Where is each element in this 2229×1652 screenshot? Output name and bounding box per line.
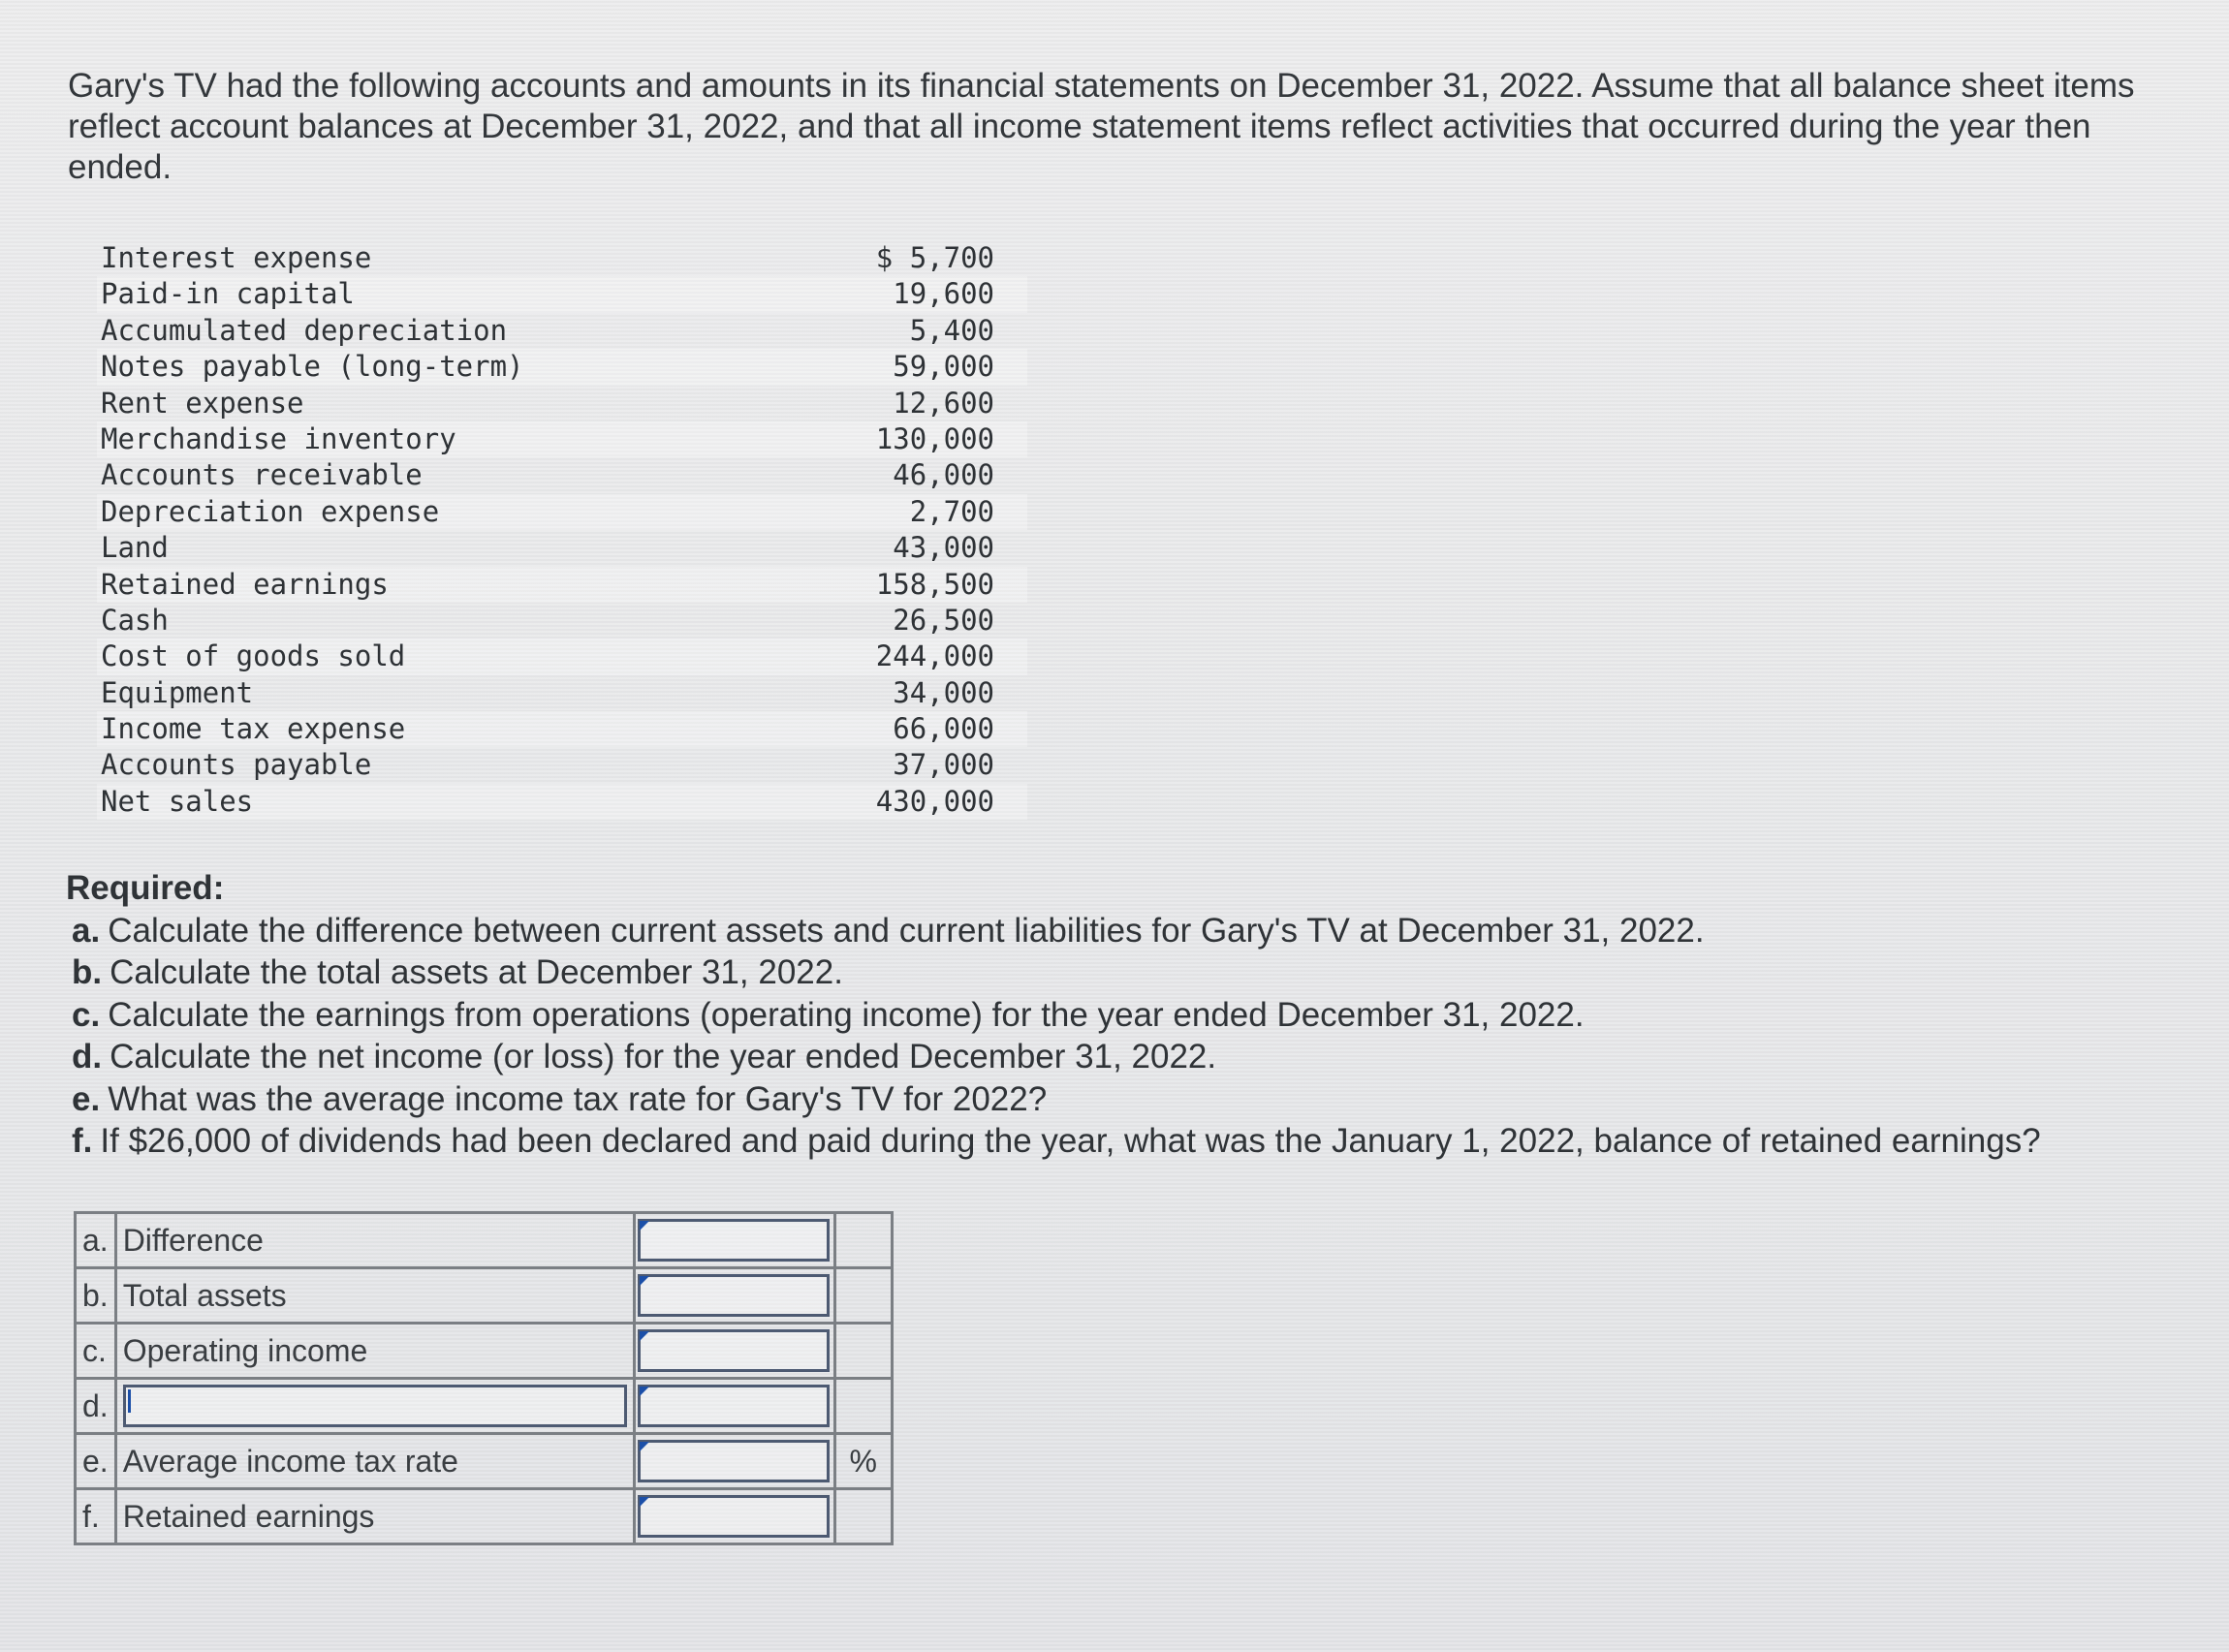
account-name: Income tax expense	[101, 712, 406, 746]
answer-cell	[634, 1324, 834, 1379]
account-amount: 66,000	[893, 712, 994, 746]
answer-cell	[634, 1213, 834, 1268]
required-item-a	[66, 910, 2198, 952]
account-name: Interest expense	[101, 241, 372, 274]
account-name: Rent expense	[101, 386, 304, 420]
answer-label: Difference	[115, 1213, 634, 1268]
answer-cell	[634, 1489, 834, 1544]
required-item-f	[66, 1120, 2198, 1163]
answer-label: Retained earnings	[115, 1489, 634, 1544]
account-amount: 244,000	[875, 639, 994, 673]
answer-letter: f.	[76, 1489, 116, 1544]
account-name: Accounts payable	[101, 748, 372, 782]
account-name: Paid-in capital	[101, 277, 355, 311]
account-name: Accounts receivable	[101, 458, 423, 492]
required-item-e	[66, 1078, 2198, 1121]
answer-row-b	[76, 1268, 893, 1324]
answer-label-cell	[115, 1379, 634, 1434]
accounts-list	[97, 240, 1027, 820]
required-section	[66, 867, 2198, 1163]
operating-income-input[interactable]	[638, 1329, 830, 1372]
answer-letter: c.	[76, 1324, 116, 1379]
answer-row-e	[76, 1434, 893, 1489]
account-row	[97, 747, 1027, 783]
account-name: Equipment	[101, 675, 254, 709]
percent-unit: %	[834, 1434, 892, 1489]
answer-label: Operating income	[115, 1324, 634, 1379]
required-item-b	[66, 951, 2198, 994]
total-assets-input[interactable]	[638, 1274, 830, 1317]
account-row	[97, 349, 1027, 385]
answer-letter: e.	[76, 1434, 116, 1489]
difference-input[interactable]	[638, 1219, 830, 1262]
net-income-label-select[interactable]	[123, 1385, 627, 1427]
answer-label: Total assets	[115, 1268, 634, 1324]
item-text: Calculate the earnings from operations (operating income) for the year ended December 31, 2022.	[108, 995, 1585, 1034]
account-row	[97, 639, 1027, 674]
answer-cell	[634, 1379, 834, 1434]
answer-unit	[834, 1268, 892, 1324]
account-amount: 26,500	[893, 603, 994, 637]
account-row	[97, 421, 1027, 457]
account-amount: 46,000	[893, 458, 994, 492]
retained-earnings-input[interactable]	[638, 1495, 830, 1538]
account-amount: 43,000	[893, 531, 994, 565]
required-item-c	[66, 994, 2198, 1037]
account-amount: 34,000	[893, 675, 994, 709]
account-row	[97, 276, 1027, 312]
account-row	[97, 494, 1027, 530]
answer-cell	[634, 1268, 834, 1324]
account-name: Cash	[101, 603, 169, 637]
account-name: Retained earnings	[101, 567, 389, 601]
item-letter: d.	[72, 1038, 103, 1075]
answer-letter: d.	[76, 1379, 116, 1434]
answer-row-d	[76, 1379, 893, 1434]
problem-intro: Gary's TV had the following accounts and amounts in its financial statements on December 31, 2022. Assume that all balance sheet items reflect account balances at December 31, 2022, and that all income statement items reflect activities that occurred during the year then ended.	[68, 67, 2135, 186]
answer-unit	[834, 1324, 892, 1379]
item-letter: f.	[72, 1122, 93, 1160]
account-name: Cost of goods sold	[101, 639, 406, 673]
item-text: Calculate the total assets at December 31, 2022.	[110, 953, 843, 991]
answer-unit	[834, 1379, 892, 1434]
account-name: Merchandise inventory	[101, 421, 456, 455]
answer-unit	[834, 1213, 892, 1268]
account-row	[97, 567, 1027, 603]
account-name: Land	[101, 531, 169, 565]
account-row	[97, 240, 1027, 276]
account-amount: 37,000	[893, 748, 994, 782]
answer-row-c	[76, 1324, 893, 1379]
account-name: Accumulated depreciation	[101, 313, 508, 347]
account-row	[97, 457, 1027, 493]
item-text: Calculate the difference between current assets and current liabilities for Gary's TV at December 31, 2022.	[108, 911, 1705, 950]
account-name: Net sales	[101, 784, 254, 818]
account-amount: 130,000	[875, 421, 994, 455]
account-name: Depreciation expense	[101, 494, 440, 528]
tax-rate-input[interactable]	[638, 1440, 830, 1482]
account-row	[97, 603, 1027, 639]
account-amount: 430,000	[875, 784, 994, 818]
required-title: Required:	[66, 869, 225, 907]
answer-cell	[634, 1434, 834, 1489]
item-letter: e.	[72, 1079, 101, 1118]
account-name: Notes payable (long-term)	[101, 350, 524, 384]
item-text: What was the average income tax rate for Gary's TV for 2022?	[108, 1079, 1048, 1118]
answer-table	[74, 1211, 894, 1545]
account-amount: 5,400	[909, 313, 994, 347]
answer-row-f	[76, 1489, 893, 1544]
account-row	[97, 675, 1027, 711]
answer-unit	[834, 1489, 892, 1544]
account-amount: $ 5,700	[875, 241, 994, 274]
account-row	[97, 530, 1027, 566]
answer-label: Average income tax rate	[115, 1434, 634, 1489]
net-income-input[interactable]	[638, 1385, 830, 1427]
account-amount: 12,600	[893, 386, 994, 420]
answer-letter: b.	[76, 1268, 116, 1324]
item-letter: a.	[72, 911, 101, 950]
item-letter: b.	[72, 953, 103, 991]
account-amount: 158,500	[875, 567, 994, 601]
item-text: If $26,000 of dividends had been declared and paid during the year, what was the January 1, 2022, balance of retained earnings?	[100, 1122, 2041, 1160]
account-row	[97, 313, 1027, 349]
answer-row-a	[76, 1213, 893, 1268]
required-item-d	[66, 1036, 2198, 1078]
account-row	[97, 386, 1027, 421]
item-text: Calculate the net income (or loss) for the year ended December 31, 2022.	[110, 1038, 1217, 1075]
account-amount: 59,000	[893, 350, 994, 384]
account-amount: 19,600	[893, 277, 994, 311]
item-letter: c.	[72, 995, 101, 1034]
account-row	[97, 711, 1027, 747]
answer-letter: a.	[76, 1213, 116, 1268]
account-row	[97, 784, 1027, 820]
account-amount: 2,700	[909, 494, 994, 528]
